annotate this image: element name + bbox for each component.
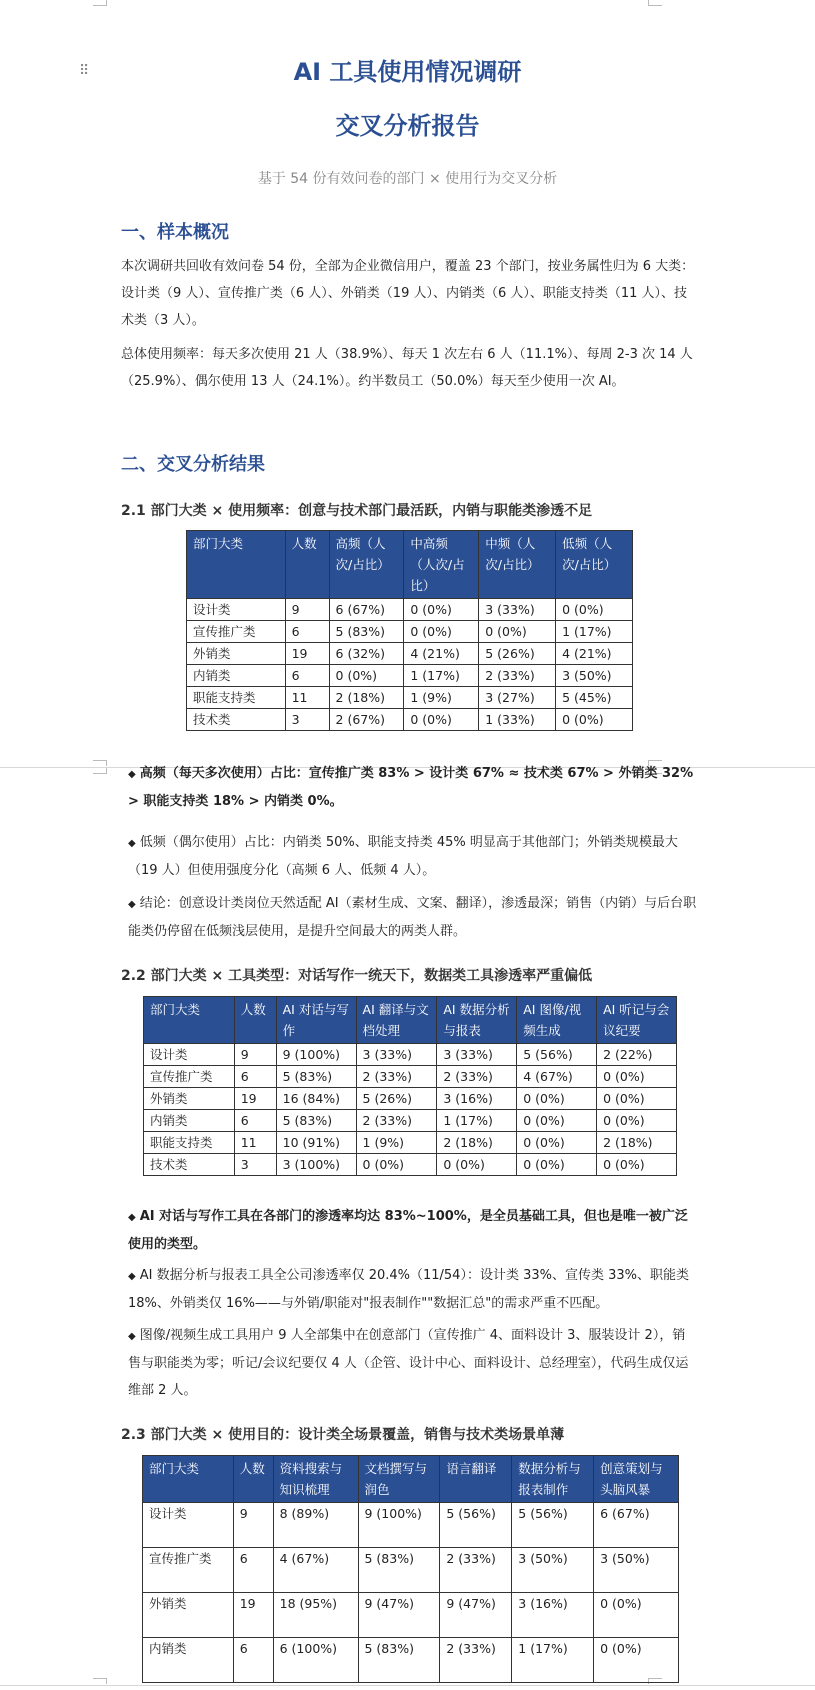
table-row [187, 687, 633, 709]
diamond-bullet-icon: ◆ [128, 769, 136, 780]
section-heading: 二、交叉分析结果 [121, 454, 265, 475]
table-cell: 0 (0%) [597, 1066, 677, 1088]
paragraph: 本次调研共回收有效问卷 54 份，全部为企业微信用户，覆盖 23 个部门，按业务属性归为 6 大类：设计类（9 人）、宣传推广类（6 人）、外销类（19 人）、内销类（6 人）、职能支持类（11 人）、技术类（3 人）。 [121, 259, 695, 328]
table-cell: 9 (100%) [276, 1044, 356, 1066]
table-header: 部门大类 [187, 531, 286, 599]
table-cell: 6 (67%) [329, 599, 404, 621]
table-cell: 6 [234, 1066, 276, 1088]
page-corner-mark [93, 760, 107, 766]
page-corner-mark [93, 1678, 107, 1684]
table-cell: 6 [234, 1110, 276, 1132]
table-header: 文档撰写与润色 [358, 1456, 440, 1503]
table-header: 人数 [233, 1456, 273, 1503]
table-cell: 8 (89%) [273, 1503, 358, 1548]
table-cell: 职能支持类 [187, 687, 286, 709]
table-cell: 2 (33%) [437, 1066, 517, 1088]
table-cell: 1 (17%) [512, 1638, 594, 1683]
table-cell: 5 (56%) [440, 1503, 512, 1548]
table-cell: 3 [285, 709, 329, 731]
table-header: AI 对话与写作 [276, 997, 356, 1044]
table-cell: 4 (67%) [273, 1548, 358, 1593]
table-cell: 9 (47%) [440, 1593, 512, 1638]
table-cell: 内销类 [143, 1638, 234, 1683]
table-header: AI 数据分析与报表 [437, 997, 517, 1044]
table-cell: 6 (100%) [273, 1638, 358, 1683]
table-row [187, 665, 633, 687]
table-cell: 5 (56%) [512, 1503, 594, 1548]
table-cell: 4 (21%) [404, 643, 479, 665]
table-cell: 2 (33%) [440, 1548, 512, 1593]
diamond-bullet-icon: ◆ [128, 899, 136, 910]
table-cell: 6 [285, 621, 329, 643]
data-table-tool-type [143, 996, 677, 1176]
table-cell: 0 (0%) [479, 621, 556, 643]
table-cell: 0 (0%) [594, 1638, 679, 1683]
table-row [187, 709, 633, 731]
table-cell: 9 (47%) [358, 1593, 440, 1638]
table-header: 部门大类 [143, 1456, 234, 1503]
table-cell: 11 [234, 1132, 276, 1154]
table-row [144, 1132, 677, 1154]
table-header-row [187, 531, 633, 599]
table-cell: 宣传推广类 [187, 621, 286, 643]
table-row [143, 1503, 679, 1548]
table-cell: 0 (0%) [437, 1154, 517, 1176]
table-cell: 0 (0%) [597, 1154, 677, 1176]
table-header: 部门大类 [144, 997, 235, 1044]
table-cell: 9 (100%) [358, 1503, 440, 1548]
table-header: AI 翻译与文档处理 [356, 997, 437, 1044]
table-header: AI 听记与会议纪要 [597, 997, 677, 1044]
table-cell: 10 (91%) [276, 1132, 356, 1154]
table-cell: 3 (33%) [479, 599, 556, 621]
table-cell: 19 [234, 1088, 276, 1110]
table-cell: 0 (0%) [329, 665, 404, 687]
table-header: 人数 [234, 997, 276, 1044]
table-header: 创意策划与头脑风暴 [594, 1456, 679, 1503]
section-heading: 一、样本概况 [121, 222, 229, 243]
table-cell: 6 (32%) [329, 643, 404, 665]
table-cell: 0 (0%) [517, 1154, 597, 1176]
table-header: 中频（人次/占比） [479, 531, 556, 599]
table-cell: 2 (18%) [597, 1132, 677, 1154]
table-cell: 4 (67%) [517, 1066, 597, 1088]
table-cell: 1 (9%) [404, 687, 479, 709]
table-cell: 0 (0%) [517, 1110, 597, 1132]
table-cell: 5 (26%) [356, 1088, 437, 1110]
table-cell: 5 (56%) [517, 1044, 597, 1066]
table-header: 高频（人次/占比） [329, 531, 404, 599]
table-cell: 设计类 [143, 1503, 234, 1548]
table-cell: 3 (50%) [594, 1548, 679, 1593]
table-cell: 6 [233, 1548, 273, 1593]
table-cell: 1 (17%) [437, 1110, 517, 1132]
table-cell: 5 (26%) [479, 643, 556, 665]
bullet-text: 图像/视频生成工具用户 9 人全部集中在创意部门（宣传推广 4、面料设计 3、服装设计 2），销售与职能类为零；听记/会议纪要仅 4 人（企管、设计中心、面料设计、总经理室），代码生成仅运维部 2 人。 [128, 1328, 689, 1398]
table-cell: 2 (67%) [329, 709, 404, 731]
table-cell: 外销类 [143, 1593, 234, 1638]
table-header: 数据分析与报表制作 [512, 1456, 594, 1503]
table-cell: 1 (9%) [356, 1132, 437, 1154]
table-cell: 19 [233, 1593, 273, 1638]
table-row [143, 1638, 679, 1683]
bullet-point [128, 829, 698, 884]
table-cell: 2 (18%) [437, 1132, 517, 1154]
diamond-bullet-icon: ◆ [128, 1212, 136, 1223]
table-header: 人数 [285, 531, 329, 599]
bullet-point [128, 890, 698, 945]
table-cell: 0 (0%) [356, 1154, 437, 1176]
table-cell: 外销类 [144, 1088, 235, 1110]
bullet-point [128, 1203, 698, 1258]
table-cell: 16 (84%) [276, 1088, 356, 1110]
table-header: 语言翻译 [440, 1456, 512, 1503]
table-cell: 5 (83%) [358, 1548, 440, 1593]
doc-title: AI 工具使用情况调研 [293, 58, 522, 86]
block-drag-handle-icon[interactable]: ⠿ [79, 63, 90, 79]
table-cell: 2 (33%) [356, 1110, 437, 1132]
table-cell: 0 (0%) [556, 709, 633, 731]
table-cell: 1 (17%) [404, 665, 479, 687]
page-corner-mark [93, 0, 107, 6]
table-cell: 0 (0%) [517, 1132, 597, 1154]
table-cell: 6 (67%) [594, 1503, 679, 1548]
table-header: AI 图像/视频生成 [517, 997, 597, 1044]
table-cell: 2 (33%) [356, 1066, 437, 1088]
table-cell: 设计类 [144, 1044, 235, 1066]
subsection-heading: 2.1 部门大类 × 使用频率：创意与技术部门最活跃，内销与职能类渗透不足 [121, 503, 593, 519]
table-cell: 2 (33%) [479, 665, 556, 687]
table-cell: 内销类 [144, 1110, 235, 1132]
table-cell: 0 (0%) [404, 599, 479, 621]
table-cell: 5 (45%) [556, 687, 633, 709]
bullet-point [128, 1262, 698, 1317]
table-cell: 19 [285, 643, 329, 665]
table-cell: 2 (22%) [597, 1044, 677, 1066]
diamond-bullet-icon: ◆ [128, 1331, 136, 1342]
table-cell: 技术类 [144, 1154, 235, 1176]
table-row [144, 1044, 677, 1066]
subsection-heading: 2.3 部门大类 × 使用目的：设计类全场景覆盖，销售与技术类场景单薄 [121, 1427, 565, 1443]
table-cell: 3 [234, 1154, 276, 1176]
table-cell: 3 (16%) [437, 1088, 517, 1110]
table-cell: 4 (21%) [556, 643, 633, 665]
table-cell: 0 (0%) [404, 709, 479, 731]
doc-title-line2: 交叉分析报告 [335, 112, 480, 140]
bullet-text: AI 对话与写作工具在各部门的渗透率均达 83%~100%，是全员基础工具，但也是唯一被广泛使用的类型。 [128, 1209, 688, 1252]
table-cell: 1 (33%) [479, 709, 556, 731]
table-row [187, 643, 633, 665]
table-cell: 0 (0%) [404, 621, 479, 643]
table-header-row [143, 1456, 679, 1503]
table-cell: 5 (83%) [276, 1066, 356, 1088]
table-cell: 3 (33%) [356, 1044, 437, 1066]
data-table-purpose [142, 1455, 679, 1683]
table-row [144, 1088, 677, 1110]
table-cell: 宣传推广类 [144, 1066, 235, 1088]
table-cell: 技术类 [187, 709, 286, 731]
table-cell: 3 (16%) [512, 1593, 594, 1638]
table-cell: 0 (0%) [597, 1110, 677, 1132]
data-table-frequency [186, 530, 633, 731]
bullet-text: AI 数据分析与报表工具全公司渗透率仅 20.4%（11/54）：设计类 33%、宣传类 33%、职能类 18%、外销类仅 16%——与外销/职能对"报表制作""数据汇总"的需求严重不匹配。 [128, 1268, 690, 1311]
table-row [187, 621, 633, 643]
table-row [143, 1548, 679, 1593]
subsection-heading: 2.2 部门大类 × 工具类型：对话写作一统天下，数据类工具渗透率严重偏低 [121, 968, 593, 984]
table-row [144, 1066, 677, 1088]
table-cell: 2 (18%) [329, 687, 404, 709]
table-cell: 5 (83%) [358, 1638, 440, 1683]
table-cell: 5 (83%) [329, 621, 404, 643]
table-header-row [144, 997, 677, 1044]
table-cell: 5 (83%) [276, 1110, 356, 1132]
table-cell: 0 (0%) [594, 1593, 679, 1638]
table-cell: 18 (95%) [273, 1593, 358, 1638]
table-cell: 9 [234, 1044, 276, 1066]
bullet-point [128, 1322, 698, 1404]
table-cell: 3 (27%) [479, 687, 556, 709]
page-corner-mark [93, 768, 107, 774]
paragraph: 总体使用频率：每天多次使用 21 人（38.9%）、每天 1 次左右 6 人（11.1%）、每周 2-3 次 14 人（25.9%）、偶尔使用 13 人（24.1%）。约半数员工（50.0%）每天至少使用一次 AI。 [121, 347, 693, 389]
doc-subtitle: 基于 54 份有效问卷的部门 × 使用行为交叉分析 [257, 171, 558, 187]
table-header: 低频（人次/占比） [556, 531, 633, 599]
table-row [143, 1593, 679, 1638]
table-cell: 2 (33%) [440, 1638, 512, 1683]
table-cell: 3 (50%) [512, 1548, 594, 1593]
table-cell: 设计类 [187, 599, 286, 621]
page-corner-mark [648, 0, 662, 6]
table-cell: 9 [233, 1503, 273, 1548]
table-row [144, 1154, 677, 1176]
table-cell: 6 [285, 665, 329, 687]
table-cell: 9 [285, 599, 329, 621]
bullet-text: 结论：创意设计类岗位天然适配 AI（素材生成、文案、翻译），渗透最深；销售（内销）与后台职能类仍停留在低频浅层使用，是提升空间最大的两类人群。 [128, 896, 697, 939]
table-cell: 外销类 [187, 643, 286, 665]
table-cell: 3 (33%) [437, 1044, 517, 1066]
table-cell: 0 (0%) [597, 1088, 677, 1110]
bullet-point [128, 760, 698, 815]
table-header: 资料搜索与知识梳理 [273, 1456, 358, 1503]
table-cell: 11 [285, 687, 329, 709]
table-cell: 3 (50%) [556, 665, 633, 687]
table-cell: 0 (0%) [517, 1088, 597, 1110]
table-row [144, 1110, 677, 1132]
table-header: 中高频（人次/占比） [404, 531, 479, 599]
table-cell: 6 [233, 1638, 273, 1683]
page-break [0, 1685, 815, 1686]
table-cell: 宣传推广类 [143, 1548, 234, 1593]
table-cell: 1 (17%) [556, 621, 633, 643]
diamond-bullet-icon: ◆ [128, 838, 136, 849]
diamond-bullet-icon: ◆ [128, 1271, 136, 1282]
bullet-text: 低频（偶尔使用）占比：内销类 50%、职能支持类 45% 明显高于其他部门；外销类规模最大（19 人）但使用强度分化（高频 6 人、低频 4 人）。 [128, 835, 678, 878]
table-cell: 0 (0%) [556, 599, 633, 621]
table-cell: 内销类 [187, 665, 286, 687]
bullet-text: 高频（每天多次使用）占比：宣传推广类 83% > 设计类 67% ≈ 技术类 67% > 外销类 32% > 职能支持类 18% > 内销类 0%。 [128, 766, 694, 809]
table-cell: 3 (100%) [276, 1154, 356, 1176]
table-cell: 职能支持类 [144, 1132, 235, 1154]
table-row [187, 599, 633, 621]
